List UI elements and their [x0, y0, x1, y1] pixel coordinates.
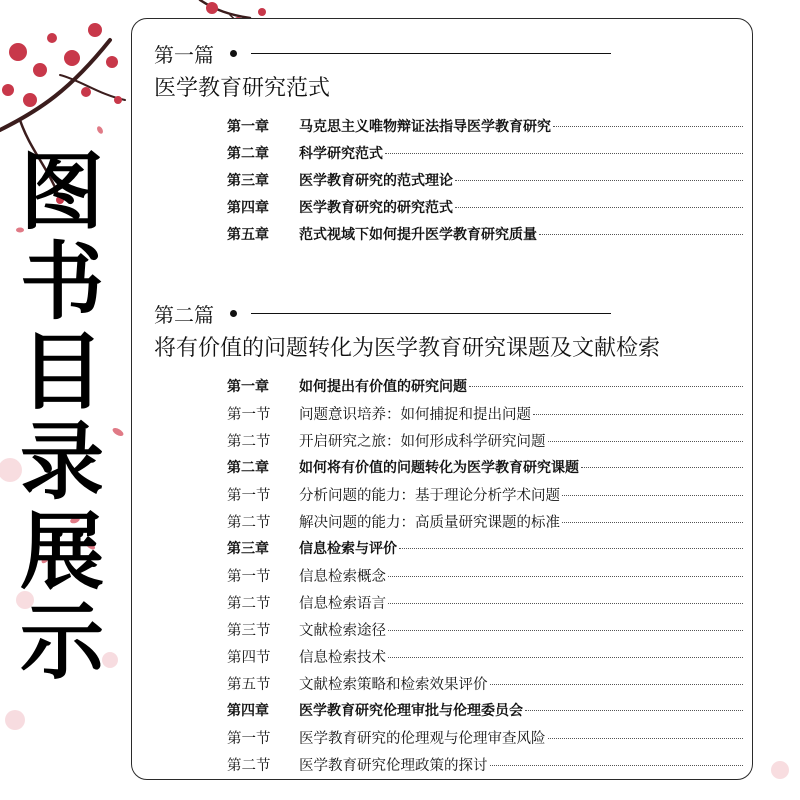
- side-title-char: 展: [19, 503, 104, 601]
- toc-entry[interactable]: 第二节 开启研究之旅：如何形成科学研究问题: [227, 430, 747, 457]
- dot-leader: [548, 738, 744, 739]
- side-title-char: 图: [19, 143, 104, 241]
- toc-entry[interactable]: 第一节 分析问题的能力：基于理论分析学术问题: [227, 484, 747, 511]
- toc-entry[interactable]: 第三章 信息检索与评价: [227, 538, 747, 565]
- dot-leader: [539, 234, 743, 235]
- dot-leader: [399, 548, 743, 549]
- toc-entry[interactable]: 第三节 文献检索途径: [227, 619, 747, 646]
- toc-entry[interactable]: 第一节 医学教育研究的伦理观与伦理审查风险: [227, 727, 747, 754]
- dot-leader: [455, 207, 743, 208]
- divider: [251, 53, 611, 55]
- toc-entry[interactable]: 第四节 信息检索技术: [227, 646, 747, 673]
- toc-entry[interactable]: 第三章 医学教育研究的范式理论: [227, 170, 747, 197]
- dot-leader: [553, 126, 743, 127]
- part2-header: [154, 299, 611, 328]
- part2-label: 第二篇: [154, 303, 214, 327]
- dot-leader: [388, 657, 743, 658]
- toc-entry[interactable]: 第一章 马克思主义唯物辩证法指导医学教育研究: [227, 116, 747, 143]
- side-title-char: 录: [19, 413, 104, 511]
- dot-leader: [581, 467, 743, 468]
- bullet-icon: [230, 310, 237, 317]
- side-title-char: 书: [19, 233, 104, 331]
- side-title-char: 示: [19, 593, 104, 691]
- part2-toc: [227, 376, 747, 780]
- part1-toc: [227, 116, 747, 251]
- dot-leader: [388, 603, 743, 604]
- part1-title: 医学教育研究范式: [154, 76, 331, 101]
- dot-leader: [385, 153, 743, 154]
- toc-entry[interactable]: 第二节 医学教育研究伦理政策的探讨: [227, 754, 747, 780]
- toc-entry[interactable]: 第五节 文献检索策略和检索效果评价: [227, 673, 747, 700]
- dot-leader: [490, 765, 744, 766]
- divider: [251, 313, 611, 315]
- dot-leader: [490, 684, 744, 685]
- toc-entry[interactable]: 第二章 科学研究范式: [227, 143, 747, 170]
- dot-leader: [548, 441, 744, 442]
- dot-leader: [525, 710, 743, 711]
- toc-card: [131, 18, 753, 780]
- dot-leader: [388, 630, 743, 631]
- toc-entry[interactable]: 第四章 医学教育研究的研究范式: [227, 197, 747, 224]
- toc-entry[interactable]: 第五章 范式视域下如何提升医学教育研究质量: [227, 224, 747, 251]
- dot-leader: [469, 386, 743, 387]
- dot-leader: [388, 576, 743, 577]
- bullet-icon: [230, 50, 237, 57]
- side-title-char: 目: [19, 323, 104, 421]
- toc-entry[interactable]: 第四章 医学教育研究伦理审批与伦理委员会: [227, 700, 747, 727]
- dot-leader: [562, 522, 743, 523]
- toc-entry[interactable]: 第一节 问题意识培养：如何捕捉和提出问题: [227, 403, 747, 430]
- toc-entry[interactable]: 第二章 如何将有价值的问题转化为医学教育研究课题: [227, 457, 747, 484]
- part2-title: 将有价值的问题转化为医学教育研究课题及文献检索: [154, 336, 661, 361]
- dot-leader: [533, 414, 743, 415]
- side-title: [12, 143, 112, 691]
- part1-label: 第一篇: [154, 43, 214, 67]
- toc-entry[interactable]: 第二节 信息检索语言: [227, 592, 747, 619]
- toc-entry[interactable]: 第一节 信息检索概念: [227, 565, 747, 592]
- dot-leader: [455, 180, 743, 181]
- part1-header: [154, 39, 611, 68]
- dot-leader: [562, 495, 743, 496]
- toc-entry[interactable]: 第一章 如何提出有价值的研究问题: [227, 376, 747, 403]
- toc-entry[interactable]: 第二节 解决问题的能力：高质量研究课题的标准: [227, 511, 747, 538]
